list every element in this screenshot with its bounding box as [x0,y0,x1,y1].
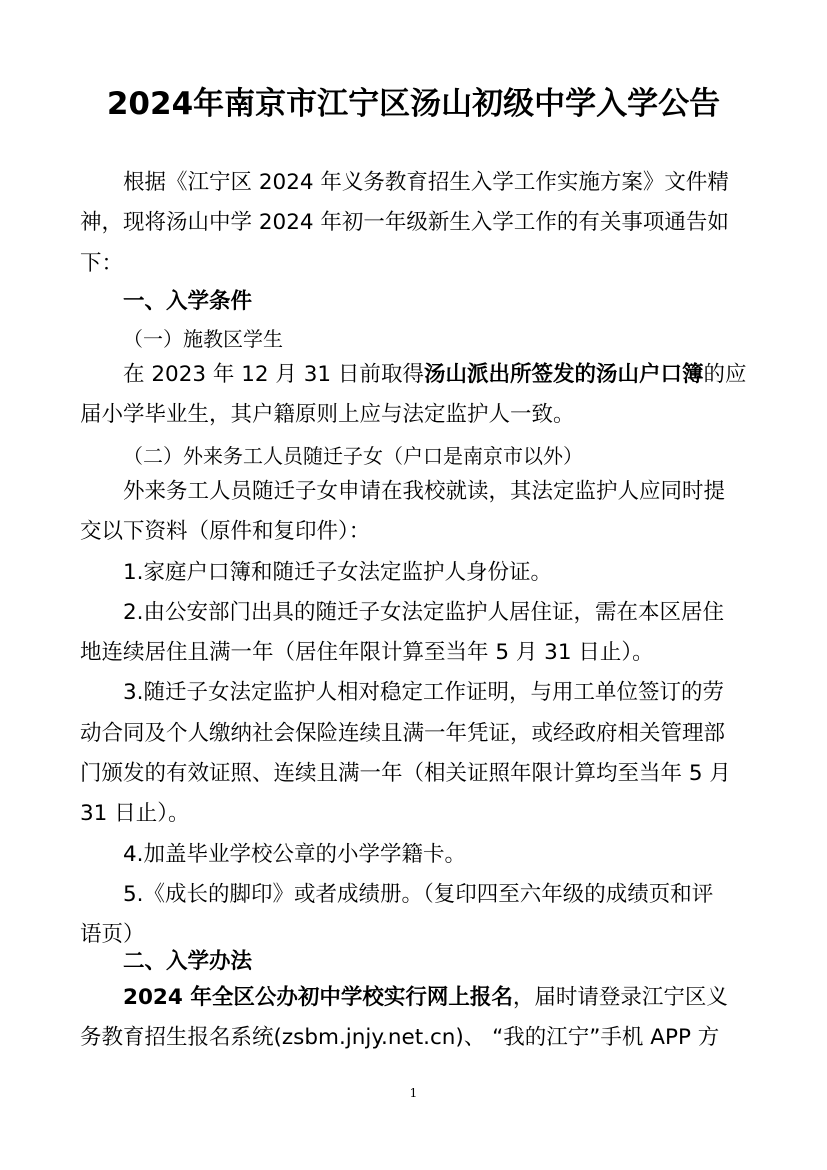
subsection-1-line-1-c: 的应 [703,362,747,387]
section-2-paragraph [80,978,748,1059]
subsection-1-line-1-a: 在 2023 年 12 月 31 日前取得 [123,362,424,387]
intro-paragraph [80,163,748,284]
requirement-item-3-line-3: 门颁发的有效证照、连续且满一年（相关证照年限计算均至当年 5 月 [80,761,731,787]
intro-line-2: 神，现将汤山中学 2024 年初一年级新生入学工作的有关事项通告如 [80,210,729,236]
subsection-2-line-2: 交以下资料（原件和复印件）： [80,519,371,545]
subsection-2-heading: （二）外来务工人员随迁子女（户口是南京市以外） [123,444,583,468]
requirement-item-2-line-2: 地连续居住且满一年（居住年限计算至当年 5 月 31 日止）。 [80,640,654,666]
requirement-item-5-line-1: 5.《成长的脚印》或者成绩册。（复印四至六年级的成绩页和评 [123,881,714,907]
subsection-1-line-1 [80,355,748,395]
requirement-item-4: 4.加盖毕业学校公章的小学学籍卡。 [123,841,467,867]
subsection-1-line-1-bold: 汤山派出所签发的汤山户口簿 [423,362,704,387]
intro-line-1: 根据《江宁区 2024 年义务教育招生入学工作实施方案》文件精 [123,170,729,195]
subsection-1-paragraph [80,355,748,436]
section-2-line-1 [80,978,748,1018]
section-2-heading: 二、入学办法 [123,949,253,974]
section-1-heading: 一、入学条件 [123,289,253,314]
subsection-1-line-2: 届小学毕业生，其户籍原则上应与法定监护人一致。 [80,402,575,428]
document-title: 2024年南京市江宁区汤山初级中学入学公告 [106,86,721,122]
requirement-item-5-line-2: 语页） [80,922,145,948]
subsection-2-paragraph [80,472,748,956]
requirement-item-3-line-4: 31 日止）。 [80,801,190,827]
requirement-item-3-line-2: 动合同及个人缴纳社会保险连续且满一年凭证，或经政府相关管理部 [80,720,726,746]
subsection-2-line-1: 外来务工人员随迁子女申请在我校就读，其法定监护人应同时提 [123,479,726,504]
requirement-item-1: 1.家庭户口簿和随迁子女法定监护人身份证。 [123,559,553,585]
section-2-line-1-rest: ，届时请登录江宁区义 [512,985,728,1010]
page-number: 1 [409,1086,418,1100]
requirement-item-3-line-1: 3.随迁子女法定监护人相对稳定工作证明，与用工单位签订的劳 [123,680,725,706]
subsection-1-heading: （一）施教区学生 [123,327,283,351]
intro-line-3: 下： [80,250,124,276]
section-2-line-1-bold: 2024 年全区公办初中学校实行网上报名 [123,985,513,1010]
requirement-item-2-line-1: 2.由公安部门出具的随迁子女法定监护人居住证，需在本区居住 [123,599,725,625]
section-2-line-2: 务教育招生报名系统(zsbm.jnjy.net.cn)、 “我的江宁”手机 APP 方 [80,1025,720,1051]
